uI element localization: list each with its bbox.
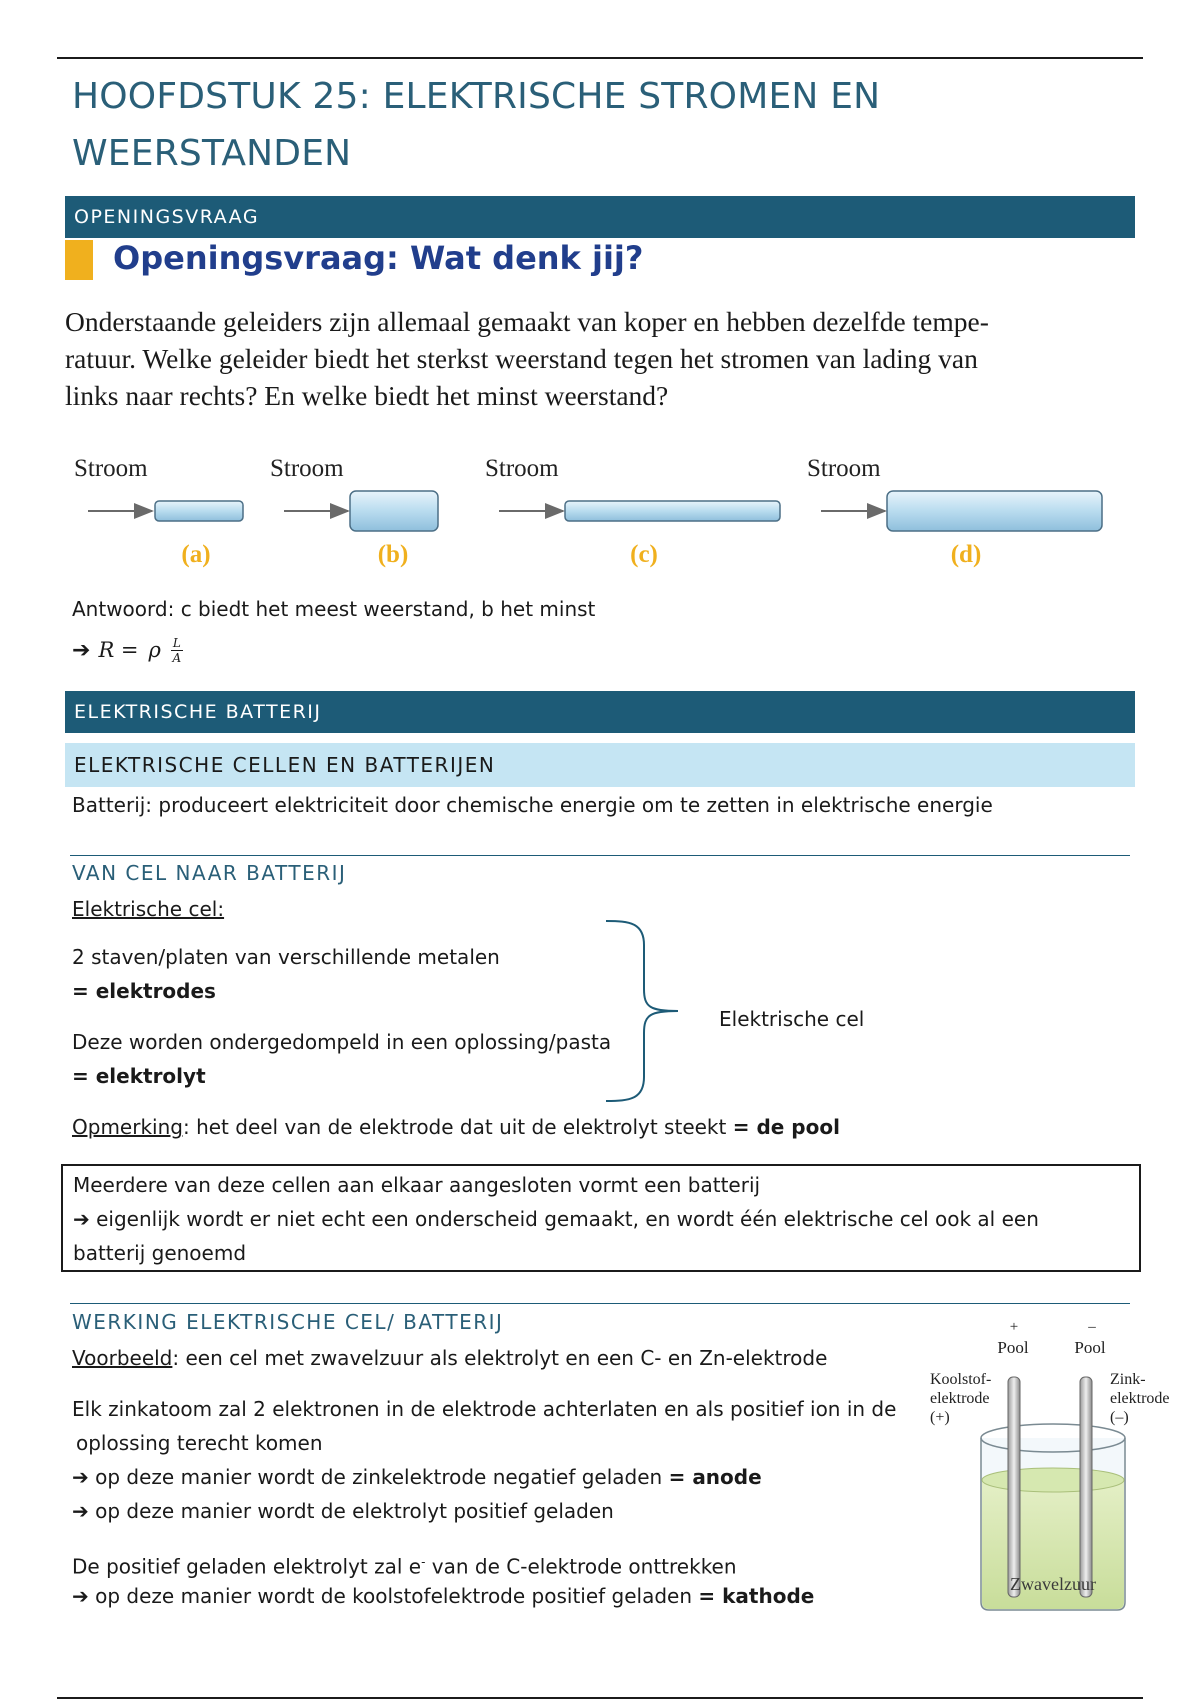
top-rule <box>57 57 1143 59</box>
carbon-electrode <box>1008 1377 1020 1597</box>
zinc-line-1: Elk zinkatoom zal 2 elektronen in de elektrode achterlaten en als positief ion in de <box>72 1397 897 1421</box>
section-rule-cel <box>70 855 1130 856</box>
resistance-formula <box>72 628 183 672</box>
box-line-3: batterij genoemd <box>73 1241 247 1265</box>
kathode-text: ➔ op deze manier wordt de koolstofelektrode positief geladen <box>72 1584 699 1608</box>
remark-text: : het deel van de elektrode dat uit de elektrolyt steekt <box>182 1115 733 1139</box>
liquid-surface <box>982 1468 1124 1492</box>
conductor-a <box>155 501 243 521</box>
formula-denominator: A <box>172 650 182 665</box>
stroom-label-d: Stroom <box>807 455 881 482</box>
bottom-rule <box>57 1697 1143 1699</box>
conductor-d <box>887 491 1102 531</box>
formula-lhs: R = <box>98 638 139 662</box>
battery-bar: ELEKTRISCHE BATTERIJ <box>65 691 1135 733</box>
opening-question-title: Openingsvraag: Wat denk jij? <box>113 239 644 277</box>
zinc-label-1: Zink- <box>1110 1371 1146 1388</box>
formula-arrow: ➔ <box>72 637 91 663</box>
kathode-line <box>72 1579 814 1613</box>
anode-bold: = anode <box>668 1465 762 1489</box>
question-line-2: ratuur. Welke geleider biedt het sterkst weerstand tegen het stromen van lading van <box>65 343 978 374</box>
zinc-line-2: oplossing terecht komen <box>76 1431 323 1455</box>
anode-text: ➔ op deze manier wordt de zinkelektrode negatief geladen <box>72 1465 669 1489</box>
example-text: : een cel met zwavelzuur als elektrolyt en een C- en Zn-elektrode <box>172 1346 828 1370</box>
conductor-c <box>565 501 780 521</box>
stroom-label-b: Stroom <box>270 455 344 482</box>
cel-term-electrolyte: = elektrolyt <box>72 1064 206 1088</box>
plus-sign: + <box>1009 1319 1019 1335</box>
extract-post: van de C-elektrode onttrekken <box>425 1554 737 1579</box>
electron-superscript: - <box>421 1555 426 1569</box>
chapter-title-line-1: HOOFDSTUK 25: ELEKTRISCHE STROMEN EN <box>72 76 881 117</box>
electrolyte-label: Zwavelzuur <box>1010 1574 1096 1594</box>
carbon-label-3: (+) <box>930 1409 950 1426</box>
answer-text: Antwoord: c biedt het meest weerstand, b het minst <box>72 597 596 621</box>
pool-label-left: Pool <box>997 1338 1029 1357</box>
section-rule-werking <box>70 1303 1130 1304</box>
pool-label-right: Pool <box>1074 1338 1106 1357</box>
formula-fraction <box>171 636 183 665</box>
remark-label: Opmerking <box>72 1115 183 1139</box>
cel-term-electrodes: = elektrodes <box>72 979 216 1003</box>
anode-line <box>72 1460 762 1494</box>
remark <box>72 1110 840 1144</box>
question-line-1: Onderstaande geleiders zijn allemaal gemaakt van koper en hebben dezelfde tempe- <box>65 306 989 337</box>
zinc-electrode <box>1080 1377 1092 1597</box>
question-line-3: links naar rechts? En welke biedt het minst weerstand? <box>65 380 669 411</box>
remark-bold: = de pool <box>732 1115 840 1139</box>
extract-line <box>72 1545 737 1584</box>
formula-numerator: L <box>172 635 181 650</box>
conductor-label-a: (a) <box>181 541 211 568</box>
battery-definition: Batterij: produceert elektriciteit door chemische energie om te zetten in elektrische energie <box>72 793 993 817</box>
carbon-label-2: elektrode <box>930 1390 990 1407</box>
chapter-title <box>72 68 1072 182</box>
conductors-figure <box>60 455 1130 575</box>
zinc-label-2: elektrode <box>1110 1390 1170 1407</box>
accent-marker <box>65 240 93 280</box>
conductor-label-b: (b) <box>377 541 409 568</box>
extract-pre: De positief geladen elektrolyt zal e <box>72 1554 422 1579</box>
box-line-1: Meerdere van deze cellen aan elkaar aangesloten vormt een batterij <box>73 1173 761 1197</box>
example-line <box>72 1341 827 1375</box>
section-heading-werking: WERKING ELEKTRISCHE CEL/ BATTERIJ <box>72 1310 504 1334</box>
stroom-label-c: Stroom <box>485 455 559 482</box>
opening-bar: OPENINGSVRAAG <box>65 196 1135 238</box>
battery-note-box <box>61 1164 1141 1272</box>
curly-brace <box>600 915 690 1105</box>
section-heading-cel: VAN CEL NAAR BATTERIJ <box>72 861 347 885</box>
box-line-2: ➔ eigenlijk wordt er niet echt een onderscheid gemaakt, en wordt één elektrische cel ook al een <box>73 1207 1039 1231</box>
carbon-label-1: Koolstof- <box>930 1371 992 1388</box>
brace-label: Elektrische cel <box>719 1007 865 1031</box>
formula-rho: ρ <box>148 638 161 662</box>
electrolyte-charge-line: ➔ op deze manier wordt de elektrolyt positief geladen <box>72 1499 614 1523</box>
cel-line-electrodes: 2 staven/platen van verschillende metalen <box>72 945 500 969</box>
chapter-title-line-2: WEERSTANDEN <box>72 133 352 174</box>
conductor-label-d: (d) <box>950 541 982 568</box>
example-label: Voorbeeld <box>72 1346 173 1370</box>
cel-line-electrolyte: Deze worden ondergedompeld in een oplossing/pasta <box>72 1030 612 1054</box>
stroom-label-a: Stroom <box>74 455 148 482</box>
zinc-label-3: (–) <box>1110 1409 1129 1426</box>
cel-label: Elektrische cel: <box>72 897 225 921</box>
conductor-b <box>350 491 438 531</box>
minus-sign: – <box>1088 1319 1096 1335</box>
conductor-label-c: (c) <box>630 541 658 568</box>
opening-question-text <box>65 303 1115 414</box>
electrochemical-cell-diagram <box>920 1312 1190 1617</box>
kathode-bold: = kathode <box>698 1584 815 1608</box>
cells-bar: ELEKTRISCHE CELLEN EN BATTERIJEN <box>65 743 1135 787</box>
